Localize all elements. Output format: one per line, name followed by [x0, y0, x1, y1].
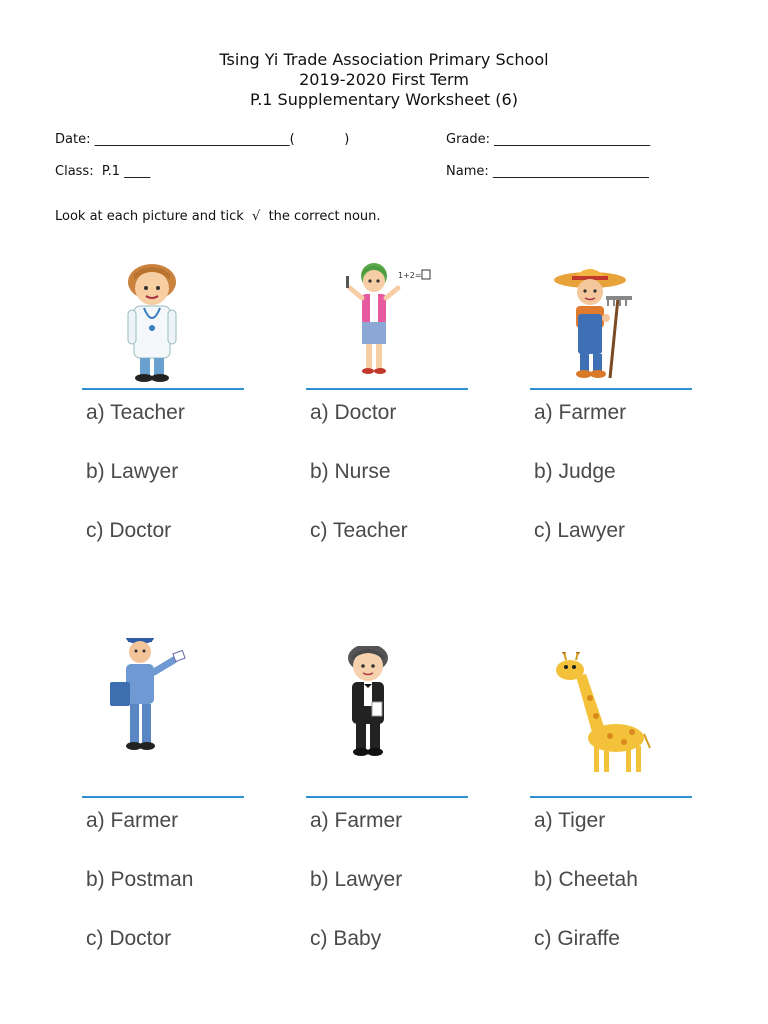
postman-picture: [58, 666, 258, 794]
giraffe-picture: [506, 666, 706, 794]
answer-line: [82, 796, 244, 798]
option-b[interactable]: b) Judge: [534, 460, 616, 483]
option-b[interactable]: b) Postman: [86, 868, 194, 891]
date-field[interactable]: Date: ______________________________( ): [55, 132, 350, 147]
answer-line: [530, 796, 692, 798]
answer-line: [306, 388, 468, 390]
worksheet-header: [0, 50, 768, 110]
term-label: 2019-2020 First Term: [299, 70, 469, 89]
option-a[interactable]: a) Doctor: [310, 401, 397, 424]
option-c[interactable]: c) Giraffe: [534, 927, 620, 950]
boy-picture: [282, 666, 482, 794]
option-b[interactable]: b) Nurse: [310, 460, 391, 483]
svg-text:1+2=: 1+2=: [398, 271, 422, 280]
option-a[interactable]: a) Farmer: [534, 401, 627, 424]
worksheet-title: P.1 Supplementary Worksheet (6): [250, 90, 518, 109]
option-c[interactable]: c) Doctor: [86, 927, 172, 950]
doctor-picture: [58, 258, 258, 386]
option-c[interactable]: c) Baby: [310, 927, 382, 950]
school-name: Tsing Yi Trade Association Primary School: [219, 50, 549, 69]
option-c[interactable]: c) Lawyer: [534, 519, 626, 542]
option-b[interactable]: b) Lawyer: [310, 868, 403, 891]
teacher-picture: [282, 258, 482, 386]
class-field[interactable]: Class: P.1 ____: [55, 164, 151, 179]
option-a[interactable]: a) Farmer: [310, 809, 403, 832]
answer-line: [82, 388, 244, 390]
grade-field[interactable]: Grade: ________________________: [446, 132, 651, 147]
answer-line: [306, 796, 468, 798]
option-c[interactable]: c) Teacher: [310, 519, 408, 542]
option-a[interactable]: a) Farmer: [86, 809, 179, 832]
instructions: Look at each picture and tick √ the correct noun.: [55, 209, 381, 224]
option-c[interactable]: c) Doctor: [86, 519, 172, 542]
option-b[interactable]: b) Cheetah: [534, 868, 638, 891]
option-a[interactable]: a) Tiger: [534, 809, 606, 832]
answer-line: [530, 388, 692, 390]
option-a[interactable]: a) Teacher: [86, 401, 185, 424]
farmer-picture: [506, 258, 706, 386]
option-b[interactable]: b) Lawyer: [86, 460, 179, 483]
name-field[interactable]: Name: ________________________: [446, 164, 649, 179]
